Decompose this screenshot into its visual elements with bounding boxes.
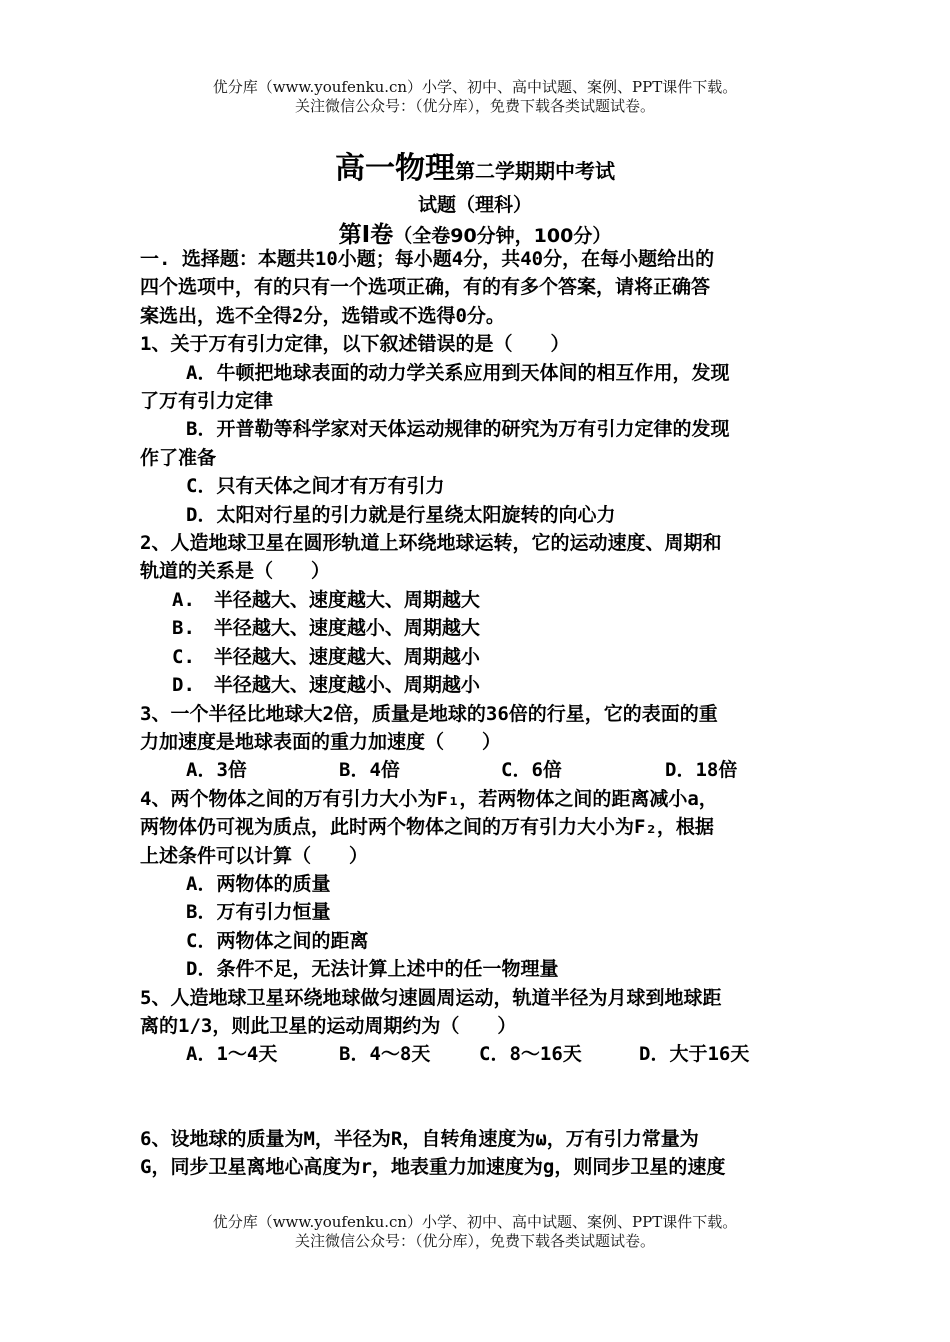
q3-option-a: A．3倍: [186, 759, 247, 782]
intro-line-2: 四个选项中，有的只有一个选项正确，有的有多个答案，请将正确答: [140, 276, 711, 299]
q5-option-c: C．8～16天: [479, 1043, 582, 1066]
q4-stem-1: 4、两个物体之间的万有引力大小为F₁，若两物体之间的距离减小a，: [140, 787, 718, 810]
q1-option-b: B．开普勒等科学家对天体运动规律的研究为万有引力定律的发现: [186, 418, 730, 441]
q5-option-b: B．4～8天: [339, 1043, 431, 1066]
question-5: [140, 984, 820, 1069]
intro-line-1: 一. 选择题：本题共10小题；每小题4分，共40分，在每小题给出的: [140, 248, 715, 270]
q3-options: [140, 756, 820, 784]
q3-option-d: D．18倍: [665, 759, 738, 782]
question-1: [140, 330, 820, 529]
q1-option-d: D．太阳对行星的引力就是行星绕太阳旋转的向心力: [186, 503, 616, 526]
footer-line-1: 优分库（www.youfenku.cn）小学、初中、高中试题、案例、PPT课件下载。: [212, 1213, 738, 1231]
q2-option-c: C. 半径越大、速度越大、周期越小: [172, 645, 480, 668]
q3-option-b: B．4倍: [339, 759, 400, 782]
page-header: [0, 78, 950, 116]
q5-option-d: D．大于16天: [639, 1043, 750, 1066]
q4-option-b: B．万有引力恒量: [186, 901, 331, 924]
q6-stem-2: G，同步卫星离地心高度为r，地表重力加速度为g，则同步卫星的速度: [140, 1156, 726, 1179]
header-line-1: 优分库（www.youfenku.cn）小学、初中、高中试题、案例、PPT课件下载。: [212, 78, 738, 96]
section-intro: [140, 245, 820, 330]
volume-note: （全卷90分钟，100分）: [393, 225, 612, 247]
q4-stem-3: 上述条件可以计算（ ）: [140, 844, 369, 867]
spacer: [140, 1069, 820, 1125]
q2-option-d: D. 半径越大、速度越小、周期越小: [172, 674, 480, 697]
q1-stem: 1、关于万有引力定律，以下叙述错误的是（ ）: [140, 333, 570, 356]
exam-subtitle: 试题（理科）: [417, 194, 532, 216]
q1-option-c: C．只有天体之间才有万有引力: [186, 475, 445, 498]
exam-body: [140, 245, 820, 1182]
title-main: 高一物理: [335, 151, 455, 186]
q4-stem-2: 两物体仍可视为质点，此时两个物体之间的万有引力大小为F₂，根据: [140, 816, 714, 839]
question-3: [140, 700, 820, 785]
intro-line-3: 案选出，选不全得2分，选错或不选得0分。: [140, 304, 505, 327]
q5-stem-1: 5、人造地球卫星环绕地球做匀速圆周运动，轨道半径为月球到地球距: [140, 986, 722, 1009]
title-sub: 第二学期期中考试: [455, 159, 615, 183]
q3-stem-2: 力加速度是地球表面的重力加速度（ ）: [140, 730, 502, 753]
header-line-2: 关注微信公众号：（优分库），免费下载各类试题试卷。: [294, 97, 655, 115]
question-6: [140, 1125, 820, 1182]
q2-stem-2: 轨道的关系是（ ）: [140, 560, 331, 583]
q5-options: [140, 1040, 820, 1068]
q5-stem-2: 离的1/3，则此卫星的运动周期约为（ ）: [140, 1014, 517, 1037]
q4-option-d: D．条件不足，无法计算上述中的任一物理量: [186, 958, 559, 981]
q1-option-a: A．牛顿把地球表面的动力学关系应用到天体间的相互作用，发现: [186, 361, 730, 384]
q2-option-a: A. 半径越大、速度越大、周期越大: [172, 588, 480, 611]
q4-option-c: C．两物体之间的距离: [186, 929, 369, 952]
question-4: [140, 785, 820, 984]
q2-option-b: B. 半径越大、速度越小、周期越大: [172, 617, 480, 640]
q1-option-a-cont: 了万有引力定律: [140, 390, 274, 413]
q2-stem-1: 2、人造地球卫星在圆形轨道上环绕地球运转，它的运动速度、周期和: [140, 532, 722, 555]
volume-label: 第Ⅰ卷: [338, 222, 394, 248]
q6-stem-1: 6、设地球的质量为M，半径为R，自转角速度为ω，万有引力常量为: [140, 1127, 699, 1150]
question-2: [140, 529, 820, 699]
footer-line-2: 关注微信公众号：（优分库），免费下载各类试题试卷。: [294, 1232, 655, 1250]
q4-option-a: A．两物体的质量: [186, 872, 331, 895]
q3-option-c: C．6倍: [501, 759, 562, 782]
q5-option-a: A．1～4天: [186, 1043, 278, 1066]
exam-title: [0, 143, 950, 187]
q3-stem-1: 3、一个半径比地球大2倍，质量是地球的36倍的行星，它的表面的重: [140, 702, 718, 725]
page-footer: [0, 1213, 950, 1251]
q1-option-b-cont: 作了准备: [140, 446, 217, 469]
